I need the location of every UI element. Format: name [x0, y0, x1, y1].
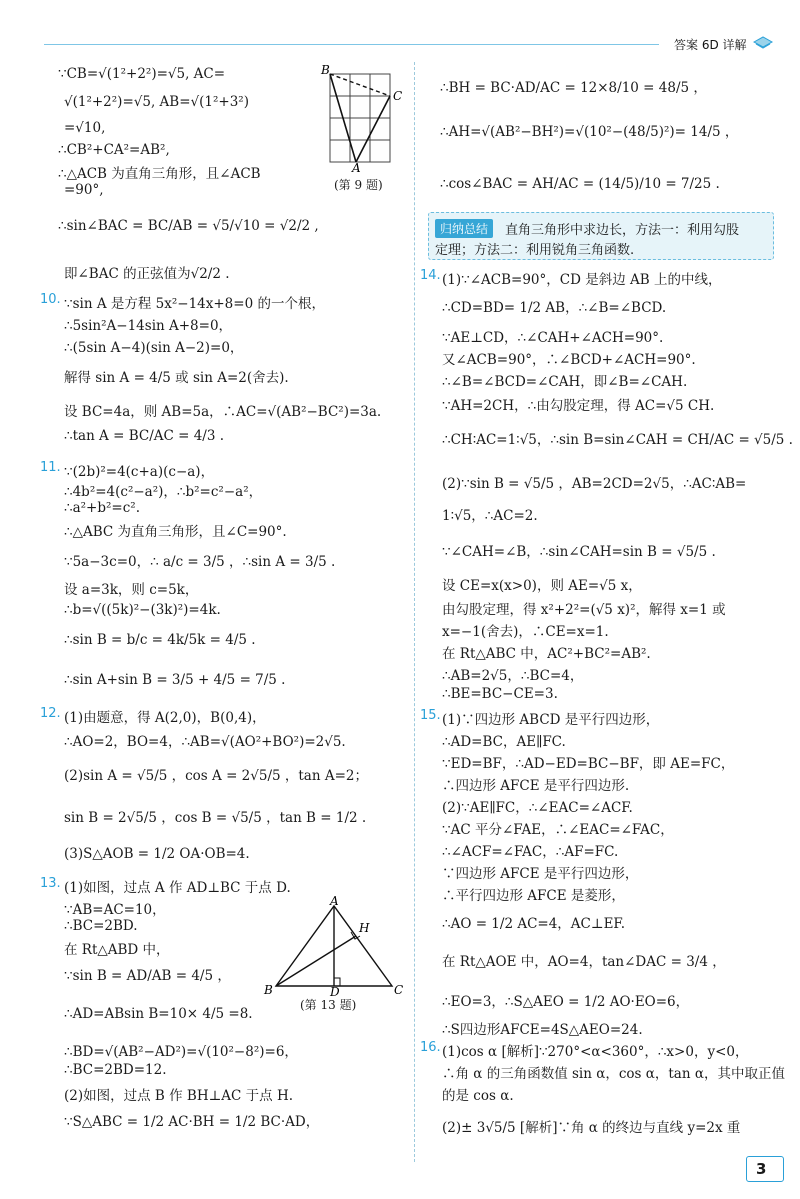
figure-9-grid-diagram [320, 62, 408, 172]
question-number-15: 15. [420, 708, 441, 723]
text-line: ∴△ABC 为直角三角形，且∠C=90°. [64, 524, 287, 540]
text-line: ∴cos∠BAC = AH/AC = (14/5)/10 = 7/25 . [440, 176, 720, 192]
figure-13-triangle-diagram [262, 896, 408, 996]
text-line: √(1²+2²)=√5, AB=√(1²+3²) [64, 94, 249, 110]
text-line: (1)∵∠ACB=90°，CD 是斜边 AB 上的中线， [442, 272, 722, 288]
text-line: 在 Rt△ABC 中，AC²+BC²=AB². [442, 646, 651, 662]
text-line: ∵(2b)²=4(c+a)(c−a)， [64, 464, 215, 480]
summary-text-line-2: 定理；方法二：利用锐角三角函数. [435, 243, 635, 258]
text-line: ∵∠CAH=∠B，∴sin∠CAH=sin B = √5/5 . [442, 544, 716, 560]
text-line: ∴BC=2BD=12. [64, 1062, 167, 1078]
text-line: (3)S△AOB = 1/2 OA·OB=4. [64, 846, 250, 862]
text-line: ∵ED=BF，∴AD−ED=BC−BF，即 AE=FC， [442, 756, 735, 772]
text-line: (2)± 3√5/5 [解析]∵角 α 的终边与直线 y=2x 重 [442, 1120, 741, 1136]
point-label-d: D [330, 985, 340, 996]
text-line: ∵5a−3c=0，∴ a/c = 3/5 ，∴sin A = 3/5 . [64, 554, 336, 570]
text-line: ∴AH=√(AB²−BH²)=√(10²−(48/5)²)= 14/5 ， [440, 124, 739, 140]
header-title: 答案 6D 详解 [674, 38, 747, 52]
summary-box [428, 212, 774, 260]
text-line: 解得 sin A = 4/5 或 sin A=2(舍去). [64, 370, 289, 386]
text-line: ∴BE=BC−CE=3. [442, 686, 558, 702]
text-line: ∴平行四边形 AFCE 是菱形， [442, 888, 625, 904]
text-line: ∴BH = BC·AD/AC = 12×8/10 = 48/5 ， [440, 80, 707, 96]
text-line: ∴sin∠BAC = BC/AB = √5/√10 = √2/2 , [58, 218, 319, 234]
question-number-16: 16. [420, 1040, 441, 1055]
text-line: 设 a=3k，则 c=5k， [64, 582, 199, 598]
text-line: x=−1(舍去)，∴CE=x=1. [442, 624, 609, 640]
text-line: ∴sin A+sin B = 3/5 + 4/5 = 7/5 . [64, 672, 286, 688]
text-line: ∴AD=ABsin B=10× 4/5 =8. [64, 1006, 253, 1022]
text-line: (2)∵sin B = √5/5 ，AB=2CD=2√5，∴AC∶AB= [442, 476, 747, 492]
text-line: ∴CD=BD= 1/2 AB，∴∠B=∠BCD. [442, 300, 667, 316]
text-line: ∴sin B = b/c = 4k/5k = 4/5 . [64, 632, 256, 648]
text-line: ∴AO = 1/2 AC=4，AC⊥EF. [442, 916, 625, 932]
text-line: 设 BC=4a，则 AB=5a，∴AC=√(AB²−BC²)=3a. [64, 404, 382, 420]
text-line: 即∠BAC 的正弦值为√2/2 . [64, 266, 230, 282]
text-line: 的是 cos α. [442, 1088, 514, 1104]
text-line: ∴角 α 的三角函数值 sin α，cos α，tan α，其中取正值 [442, 1066, 785, 1082]
text-line: ∵AC 平分∠FAE，∴∠EAC=∠FAC， [442, 822, 674, 838]
point-label-a: A [330, 896, 339, 908]
text-line: 由勾股定理，得 x²+2²=(√5 x)²，解得 x=1 或 [442, 602, 726, 618]
question-number-10: 10. [40, 292, 61, 307]
text-line: (2)∵AE∥FC，∴∠EAC=∠ACF. [442, 800, 633, 816]
point-label-c: C [394, 983, 404, 996]
text-line: (1)如图，过点 A 作 AD⊥BC 于点 D. [64, 880, 291, 896]
text-line: ∵AE⊥CD，∴∠CAH+∠ACH=90°. [442, 330, 664, 346]
question-number-14: 14. [420, 268, 441, 283]
text-line: 又∠ACB=90°，∴∠BCD+∠ACH=90°. [442, 352, 696, 368]
text-line: 在 Rt△AOE 中，AO=4，tan∠DAC = 3/4 ， [442, 954, 726, 970]
text-line: ∵sin B = AD/AB = 4/5 ， [64, 968, 231, 984]
figure-9-caption: (第 9 题) [334, 178, 383, 192]
text-line: ∴△ACB 为直角三角形，且∠ACB [58, 166, 261, 182]
text-line: ∴AB=2√5，∴BC=4， [442, 668, 584, 684]
text-line: ∵四边形 AFCE 是平行四边形， [442, 866, 639, 882]
header-rule [44, 44, 659, 45]
text-line: ∴a²+b²=c². [64, 500, 140, 516]
text-line: ∵CB=√(1²+2²)=√5, AC= [58, 66, 226, 82]
point-label-h: H [359, 921, 370, 935]
text-line: (1)由题意，得 A(2,0)，B(0,4)， [64, 710, 266, 726]
text-line: =90°, [64, 182, 104, 198]
point-label-b: B [321, 63, 330, 77]
question-number-11: 11. [40, 460, 61, 475]
text-line: 1∶√5，∴AC=2. [442, 508, 538, 524]
text-line: ∴CB²+CA²=AB², [58, 142, 170, 158]
text-line: 在 Rt△ABD 中， [64, 942, 170, 958]
page-number: 3 [756, 1160, 767, 1178]
text-line: ∴4b²=4(c²−a²)，∴b²=c²−a²， [64, 484, 263, 500]
text-line: ∴∠ACF=∠FAC，∴AF=FC. [442, 844, 619, 860]
text-line: ∴(5sin A−4)(sin A−2)=0， [64, 340, 244, 356]
text-line: (1)∵四边形 ABCD 是平行四边形， [442, 712, 660, 728]
text-line: ∴5sin²A−14sin A+8=0， [64, 318, 233, 334]
point-label-b: B [264, 983, 273, 996]
text-line: ∴S四边形AFCE=4S△AEO=24. [442, 1022, 643, 1038]
column-divider [414, 62, 415, 1162]
question-number-12: 12. [40, 706, 61, 721]
text-line: ∵S△ABC = 1/2 AC·BH = 1/2 BC·AD， [64, 1114, 320, 1130]
text-line: ∴AO=2，BO=4，∴AB=√(AO²+BO²)=2√5. [64, 734, 346, 750]
text-line: 设 CE=x(x>0)，则 AE=√5 x， [442, 578, 642, 594]
text-line: ∴四边形 AFCE 是平行四边形. [442, 778, 630, 794]
text-line: (1)cos α [解析]∵270°<α<360°，∴x>0，y<0， [442, 1044, 749, 1060]
text-line: ∴b=√((5k)²−(3k)²)=4k. [64, 602, 221, 618]
summary-tag: 归纳总结 [435, 219, 493, 238]
text-line: ∴AD=BC，AE∥FC. [442, 734, 566, 750]
question-number-13: 13. [40, 876, 61, 891]
summary-text-line-1: 直角三角形中求边长，方法一：利用勾股 [505, 223, 740, 238]
text-line: ∴BD=√(AB²−AD²)=√(10²−8²)=6， [64, 1044, 298, 1060]
text-line: ∴BC=2BD. [64, 918, 138, 934]
text-line: ∴∠B=∠BCD=∠CAH，即∠B=∠CAH. [442, 374, 688, 390]
text-line: =√10, [64, 120, 106, 136]
point-label-c: C [393, 89, 403, 103]
text-line: (2)sin A = √5/5 ，cos A = 2√5/5 ，tan A=2； [64, 768, 368, 784]
page-number-badge [746, 1156, 784, 1182]
point-label-a: A [352, 161, 361, 172]
figure-13-caption: (第 13 题) [300, 998, 357, 1012]
text-line: (2)如图，过点 B 作 BH⊥AC 于点 H. [64, 1088, 294, 1104]
text-line: ∵sin A 是方程 5x²−14x+8=0 的一个根， [64, 296, 325, 312]
text-line: ∵AB=AC=10， [64, 902, 166, 918]
text-line: ∴EO=3，∴S△AEO = 1/2 AO·EO=6， [442, 994, 690, 1010]
text-line: ∵AH=2CH，∴由勾股定理，得 AC=√5 CH. [442, 398, 715, 414]
book-icon [752, 34, 774, 50]
text-line: sin B = 2√5/5 ，cos B = √5/5 ，tan B = 1/2 . [64, 810, 367, 826]
text-line: ∴tan A = BC/AC = 4/3 . [64, 428, 225, 444]
text-line: ∴CH∶AC=1∶√5，∴sin B=sin∠CAH = CH/AC = √5/5 . [442, 432, 793, 448]
